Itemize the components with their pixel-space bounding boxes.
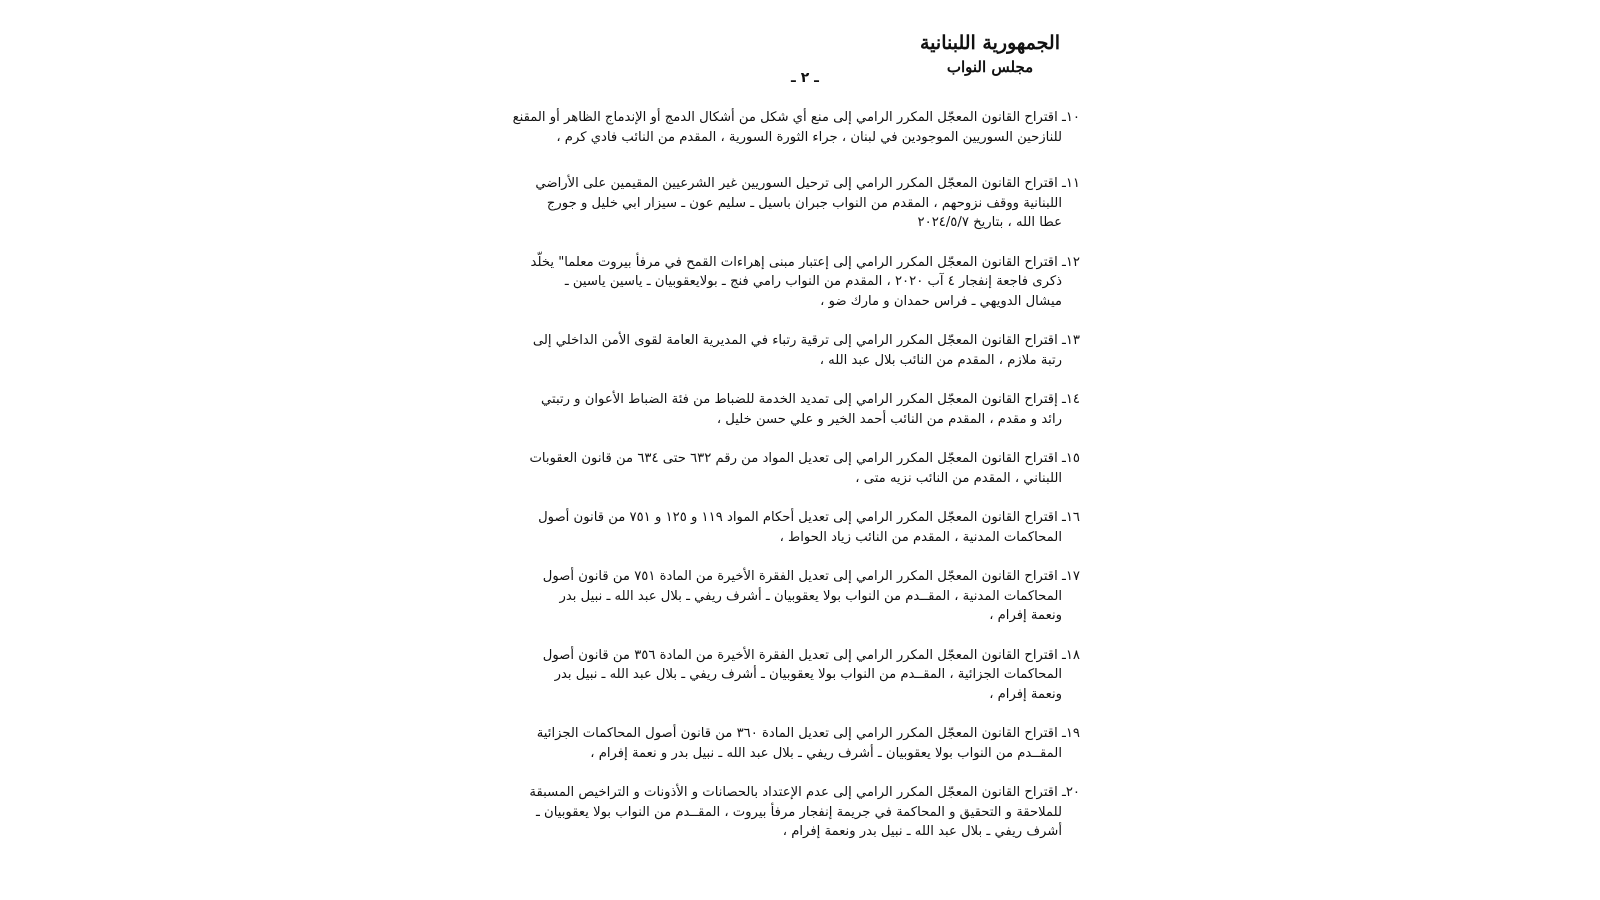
item-continuation-line: المقــدم من النواب بولا يعقوبيان ـ أشرف ريفي ـ بلال عبد الله ـ نبيل بدر و نعمة إفرام ،	[590, 745, 1062, 761]
item-continuation-line: ميشال الدويهي ـ فراس حمدان و مارك ضو ،	[820, 293, 1062, 309]
letterhead-subtitle: مجلس النواب	[946, 58, 1034, 76]
item-heading-line: ٢٠ـ اقتراح القانون المعجّل المكرر الرامي إلى عدم الإعتداد بالحصانات و الأذونات و التراخيص المسبقة	[529, 785, 1080, 800]
list-item	[529, 449, 1080, 488]
item-heading-line: ١٩ـ اقتراح القانون المعجّل المكرر الرامي إلى تعديل المادة ٣٦٠ من قانون أصول المحاكمات الجزائية	[536, 726, 1080, 741]
item-heading-line: ١٧ـ اقتراح القانون المعجّل المكرر الرامي إلى تعديل الفقرة الأخيرة من المادة ٧٥١ من قانون أصول	[542, 569, 1080, 584]
list-item	[535, 724, 1080, 763]
list-item	[535, 390, 1080, 429]
list-item	[529, 783, 1080, 842]
item-continuation-line: رتبة ملازم ، المقدم من النائب بلال عبد الله ،	[819, 352, 1062, 368]
item-continuation-line: اللبنانية ووقف نزوحهم ، المقدم من النواب جبران باسيل ـ سليم عون ـ سيزار ابي خليل و جورج	[546, 195, 1062, 211]
item-heading-line: ١٠ـ اقتراح القانون المعجّل المكرر الرامي إلى منع أي شكل من أشكال الدمج أو الإندماج الظاهر أو المقنع	[512, 110, 1080, 125]
item-continuation-line: أشرف ريفي ـ بلال عبد الله ـ نبيل بدر ونعمة إفرام ،	[782, 824, 1062, 839]
item-continuation-line: المحاكمات المدنية ، المقــدم من النواب بولا يعقوبيان ـ أشرف ريفي ـ بلال عبد الله ـ نبيل بدر	[559, 588, 1062, 604]
item-continuation-line: المحاكمات الجزائية ، المقــدم من النواب بولا يعقوبيان ـ أشرف ريفي ـ بلال عبد الله ـ نبيل بدر	[554, 667, 1062, 682]
item-continuation-line: ذكرى فاجعة إنفجار ٤ آب ٢٠٢٠ ، المقدم من النواب رامي فنج ـ بولايعقوبيان ـ ياسين ياسين ـ	[564, 274, 1062, 289]
item-continuation-line: للنازحين السوريين الموجودين في لبنان ، جراء الثورة السورية ، المقدم من النائب فادي كرم ،	[556, 129, 1062, 145]
list-item	[535, 508, 1080, 547]
list-item	[535, 567, 1080, 626]
item-heading-line: ١١ـ اقتراح القانون المعجّل المكرر الرامي إلى ترحيل السوريين غير الشرعيين المقيمين على الأراضي	[535, 176, 1080, 191]
item-continuation-line: ونعمة إفرام ،	[989, 686, 1062, 702]
letterhead-logo	[915, 30, 1065, 78]
list-item	[530, 253, 1080, 312]
item-continuation-line: ونعمة إفرام ،	[989, 608, 1062, 623]
page-number: ـ ٢ ـ	[791, 70, 819, 86]
item-continuation-line: المحاكمات المدنية ، المقدم من النائب زياد الحواط ،	[779, 529, 1062, 545]
list-item	[532, 331, 1080, 370]
item-heading-line: ١٤ـ إقتراح القانون المعجّل المكرر الرامي إلى تمديد الخدمة للضباط من فئة الضباط الأعوان و رتبتي	[540, 392, 1080, 407]
item-continuation-line: عطا الله ، بتاريخ ٢٠٢٤/٥/٧	[917, 215, 1062, 230]
letterhead-title: الجمهورية اللبنانية	[920, 32, 1060, 54]
item-heading-line: ١٦ـ اقتراح القانون المعجّل المكرر الرامي إلى تعديل أحكام المواد ١١٩ و ١٢٥ و ٧٥١ من قانون أصول	[538, 510, 1080, 525]
list-item	[535, 646, 1080, 705]
item-continuation-line: رائد و مقدم ، المقدم من النائب أحمد الخير و علي حسن خليل ،	[716, 411, 1062, 427]
item-heading-line: ١٥ـ اقتراح القانون المعجّل المكرر الرامي إلى تعديل المواد من رقم ٦٣٢ حتى ٦٣٤ من قانون العقوبات	[529, 451, 1080, 466]
item-continuation-line: اللبناني ، المقدم من النائب نزيه متى ،	[855, 470, 1062, 486]
item-heading-line: ١٢ـ اقتراح القانون المعجّل المكرر الرامي إلى إعتبار مبنى إهراءات القمح في مرفأ بيروت معلما" يخلّد	[530, 254, 1080, 270]
item-heading-line: ١٨ـ اقتراح القانون المعجّل المكرر الرامي إلى تعديل الفقرة الأخيرة من المادة ٣٥٦ من قانون أصول	[542, 647, 1080, 663]
proposal-list	[512, 108, 1080, 842]
list-item	[535, 174, 1080, 233]
item-continuation-line: للملاحقة و التحقيق و المحاكمة في جريمة إنفجار مرفأ بيروت ، المقــدم من النواب بولا يعقوبيان ـ	[535, 804, 1062, 820]
item-heading-line: ١٣ـ اقتراح القانون المعجّل المكرر الرامي إلى ترقية رتباء في المديرية العامة لقوى الأمن الداخلي إلى	[532, 333, 1080, 348]
list-item	[512, 108, 1080, 147]
